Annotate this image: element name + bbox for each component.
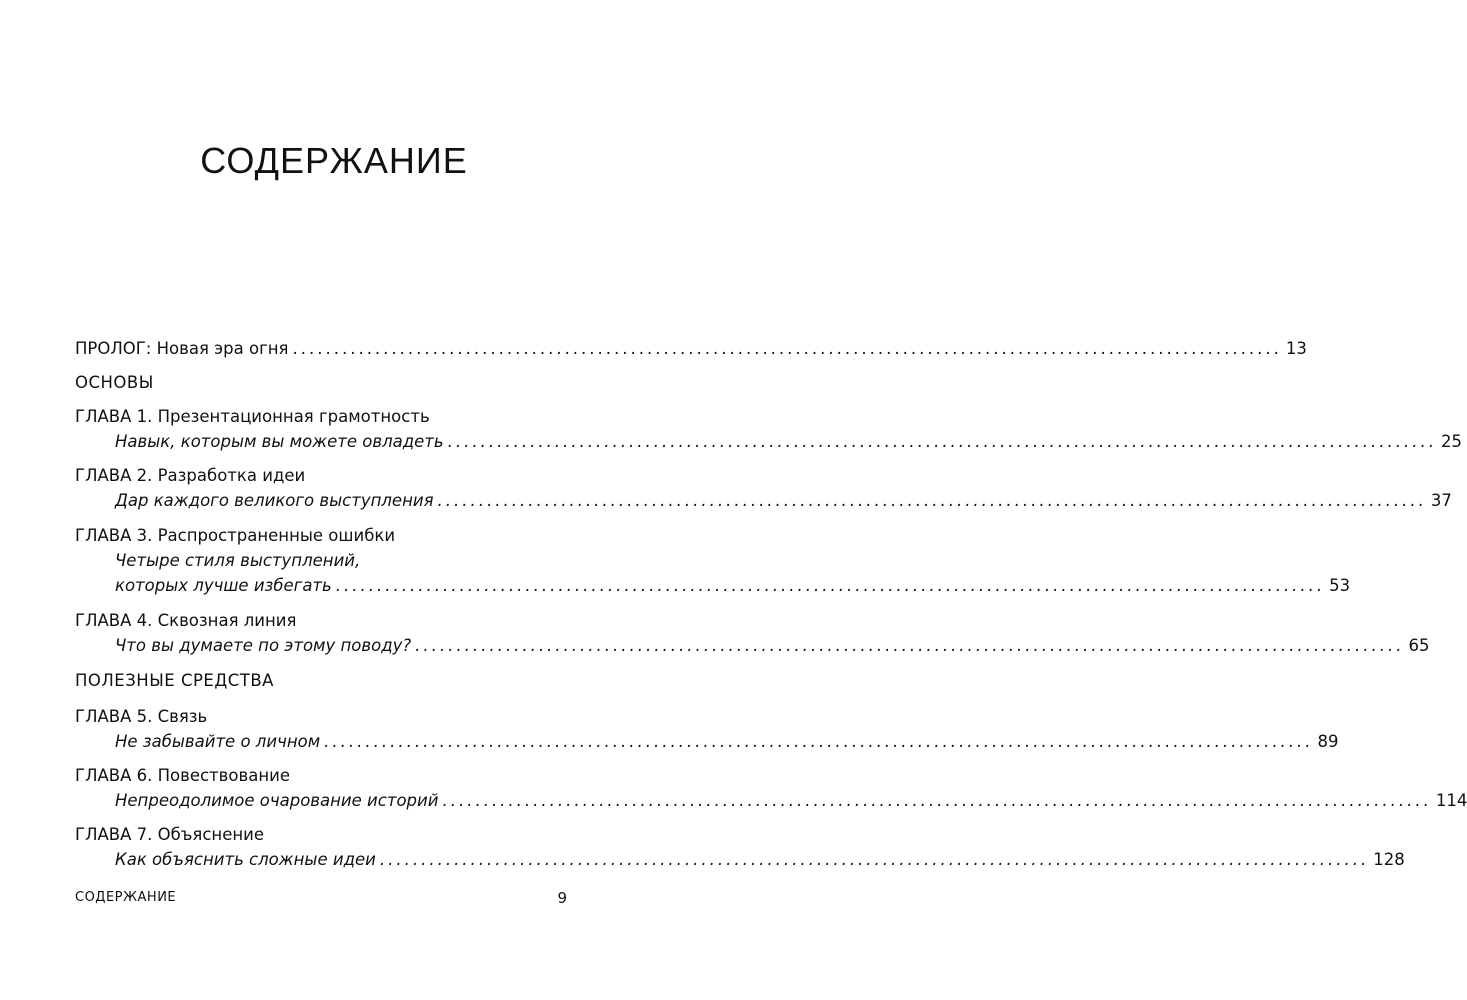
toc-chapter-6-subtitle-row[interactable] bbox=[115, 788, 1467, 814]
toc-chapter-6-page: 114 bbox=[1435, 791, 1467, 810]
toc-chapter-1-subtitle: Навык, которым вы можете овладеть bbox=[115, 432, 444, 451]
toc-chapter-2-page: 37 bbox=[1430, 491, 1452, 510]
toc-chapter-7-title[interactable]: ГЛАВА 7. Объяснение bbox=[75, 825, 265, 844]
toc-chapter-3-title[interactable]: ГЛАВА 3. Распространенные ошибки bbox=[75, 526, 396, 545]
toc-prologue-page: 13 bbox=[1285, 339, 1307, 358]
leader-dots: ........................................................................................................................ bbox=[379, 850, 1370, 869]
toc-chapter-2-subtitle-row[interactable] bbox=[115, 488, 1452, 514]
leader-dots: ........................................................................................................................ bbox=[415, 636, 1405, 655]
toc-part-heading-1: ОСНОВЫ bbox=[75, 373, 154, 392]
toc-chapter-5-page: 89 bbox=[1317, 732, 1339, 751]
toc-chapter-7-page: 128 bbox=[1373, 850, 1405, 869]
toc-chapter-1-page: 25 bbox=[1441, 432, 1463, 451]
leader-dots: ........................................................................................................................ bbox=[447, 432, 1438, 451]
toc-chapter-2-subtitle: Дар каждого великого выступления bbox=[115, 491, 434, 510]
leader-dots: ........................................................................................................................ bbox=[437, 491, 1427, 510]
leader-dots: ........................................................................................................................ bbox=[324, 732, 1314, 751]
leader-dots: ........................................................................................................................ bbox=[335, 576, 1326, 595]
toc-chapter-4-subtitle: Что вы думаете по этому поводу? bbox=[115, 636, 412, 655]
toc-chapter-2-title[interactable]: ГЛАВА 2. Разработка идеи bbox=[75, 466, 306, 485]
page-number: 9 bbox=[557, 889, 567, 907]
page-title: СОДЕРЖАНИЕ bbox=[200, 140, 468, 181]
toc-chapter-1-title[interactable]: ГЛАВА 1. Презентационная грамотность bbox=[75, 407, 430, 426]
toc-chapter-4-title[interactable]: ГЛАВА 4. Сквозная линия bbox=[75, 611, 297, 630]
toc-chapter-4-subtitle-row[interactable] bbox=[115, 633, 1430, 659]
running-footer-title: СОДЕРЖАНИЕ bbox=[75, 890, 177, 905]
toc-chapter-7-subtitle: Как объяснить сложные идеи bbox=[115, 850, 376, 869]
leader-dots: ........................................................................................................................ bbox=[292, 339, 1282, 358]
toc-chapter-3-subtitle-row[interactable] bbox=[115, 573, 1351, 599]
toc-chapter-5-subtitle: Не забывайте о личном bbox=[115, 732, 321, 751]
toc-chapter-1-subtitle-row[interactable] bbox=[115, 429, 1463, 455]
toc-chapter-6-subtitle: Непреодолимое очарование историй bbox=[115, 791, 439, 810]
toc-chapter-3-page: 53 bbox=[1329, 576, 1351, 595]
toc-chapter-5-subtitle-row[interactable] bbox=[115, 729, 1339, 755]
toc-chapter-6-title[interactable]: ГЛАВА 6. Повествование bbox=[75, 766, 290, 785]
toc-chapter-4-page: 65 bbox=[1408, 636, 1430, 655]
toc-chapter-3-subtitle-line1: Четыре стиля выступлений, bbox=[115, 551, 361, 570]
toc-chapter-3-subtitle-line2: которых лучше избегать bbox=[115, 576, 332, 595]
toc-chapter-5-title[interactable]: ГЛАВА 5. Связь bbox=[75, 707, 208, 726]
toc-entry-prologue[interactable] bbox=[75, 336, 1307, 362]
toc-chapter-7-subtitle-row[interactable] bbox=[115, 847, 1405, 873]
leader-dots: ........................................................................................................................ bbox=[442, 791, 1432, 810]
toc-prologue-text: ПРОЛОГ: Новая эра огня bbox=[75, 339, 289, 358]
toc-part-heading-2: ПОЛЕЗНЫЕ СРЕДСТВА bbox=[75, 671, 274, 690]
